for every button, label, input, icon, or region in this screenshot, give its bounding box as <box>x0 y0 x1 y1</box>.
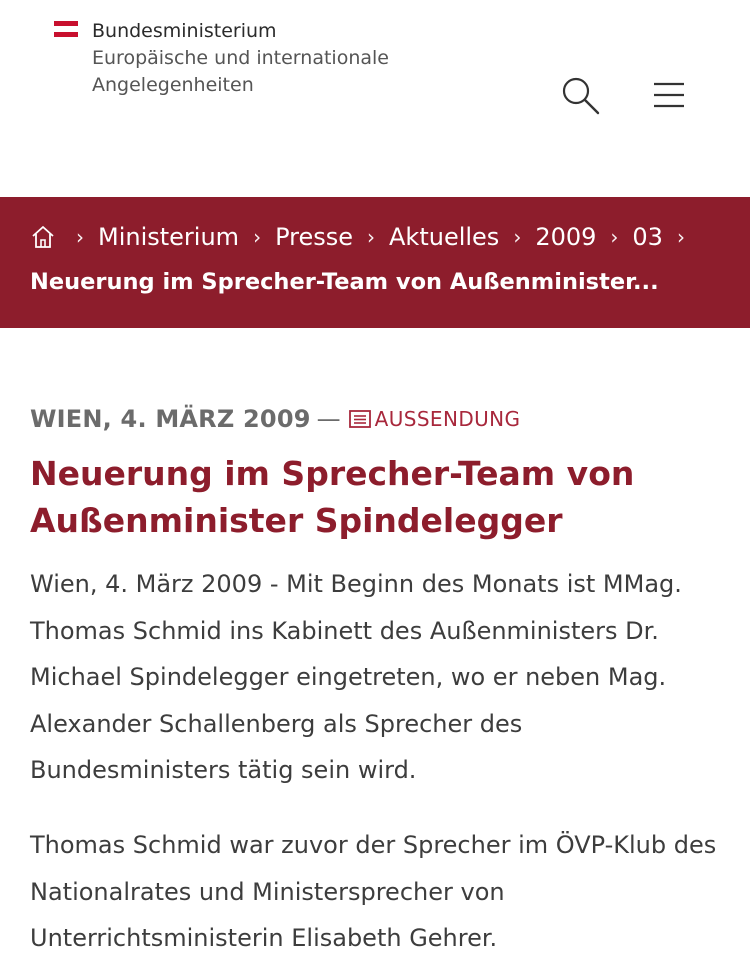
meta-separator: — <box>316 405 341 433</box>
breadcrumb-item-ministerium[interactable]: Ministerium <box>98 223 240 251</box>
breadcrumb-item-aktuelles[interactable]: Aktuelles <box>389 223 500 251</box>
chevron-right-icon: › <box>253 225 262 249</box>
menu-button[interactable] <box>652 80 686 110</box>
chevron-right-icon: › <box>676 225 685 249</box>
logo-line-2: Europäische und internationale <box>92 47 389 69</box>
article-date: WIEN, 4. MÄRZ 2009 <box>30 405 311 433</box>
logo-line-1: Bundesministerium <box>92 20 277 42</box>
article-paragraph: Wien, 4. März 2009 - Mit Beginn des Monats ist MMag. Thomas Schmid ins Kabinett des Außenministers Dr. Michael Spindelegger eingetreten, wo er neben Mag. Alexander Schallenberg als Sprecher des Bundesministers tätig sein wird. <box>30 570 682 784</box>
article-paragraph: Thomas Schmid war zuvor der Sprecher im ÖVP-Klub des Nationalrates und Ministersprecher von Unterrichtsministerin Elisabeth Gehrer. <box>30 831 717 952</box>
home-icon <box>30 224 56 250</box>
logo-line-3: Angelegenheiten <box>92 74 254 96</box>
austrian-flag-icon <box>54 21 78 37</box>
document-icon <box>349 410 371 428</box>
breadcrumb-current: Neuerung im Sprecher-Team von Außenminister... <box>30 269 659 295</box>
breadcrumb-item-2009[interactable]: 2009 <box>535 223 597 251</box>
breadcrumb <box>0 197 750 328</box>
breadcrumb-item-03[interactable]: 03 <box>632 223 663 251</box>
chevron-right-icon: › <box>76 225 84 249</box>
search-icon <box>560 74 602 116</box>
site-header <box>0 0 750 197</box>
chevron-right-icon: › <box>513 225 522 249</box>
article-title: Neuerung im Sprecher-Team von Außenminister Spindelegger <box>30 454 635 540</box>
breadcrumb-home[interactable] <box>30 224 56 250</box>
search-button[interactable] <box>560 74 602 116</box>
breadcrumb-trail <box>30 223 699 251</box>
article-type[interactable]: AUSSENDUNG <box>374 407 521 431</box>
menu-icon <box>652 80 686 110</box>
chevron-right-icon: › <box>367 225 375 249</box>
breadcrumb-item-presse[interactable]: Presse <box>275 223 353 251</box>
chevron-right-icon: › <box>610 225 619 249</box>
article-meta <box>30 405 520 433</box>
logo-text <box>92 18 389 99</box>
